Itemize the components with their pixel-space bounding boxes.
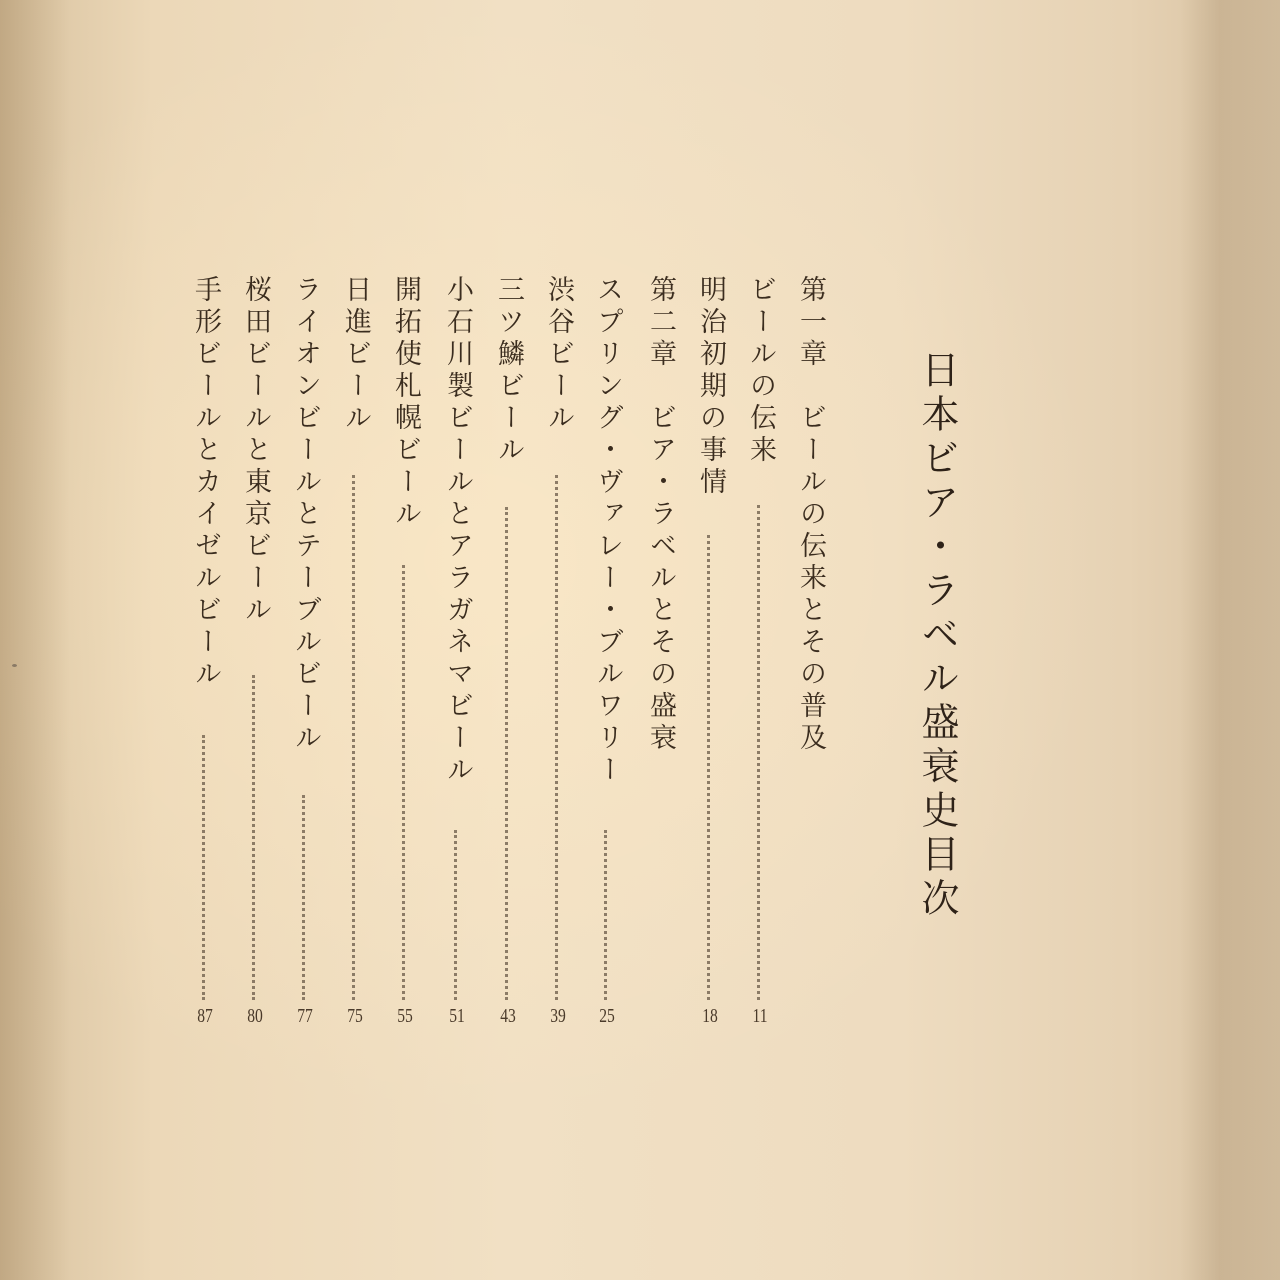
toc-entry bbox=[790, 275, 830, 1035]
entry-page-number: 43 bbox=[500, 1005, 516, 1027]
entry-title: 開拓使札幌ビール bbox=[390, 275, 421, 531]
dot-leader bbox=[202, 735, 205, 1000]
entry-page-number: 55 bbox=[397, 1005, 413, 1027]
entry-title: 第一章 ビールの伝来とその普及 bbox=[795, 275, 826, 755]
toc-entry bbox=[385, 275, 425, 1035]
entry-page-number: 51 bbox=[449, 1005, 465, 1027]
toc-entry bbox=[335, 275, 375, 1035]
entry-page-number: 11 bbox=[752, 1005, 768, 1027]
entry-title: ビールの伝来 bbox=[745, 275, 776, 467]
dot-leader bbox=[454, 830, 457, 1000]
dot-leader bbox=[604, 830, 607, 1000]
entry-title: 明治初期の事情 bbox=[695, 275, 726, 499]
toc-entry bbox=[285, 275, 325, 1035]
dot-leader bbox=[302, 795, 305, 1000]
entry-title: 桜田ビールと東京ビール bbox=[240, 275, 271, 627]
dot-leader bbox=[757, 505, 760, 1000]
toc-entry bbox=[690, 275, 730, 1035]
entry-page-number: 80 bbox=[247, 1005, 263, 1027]
dot-leader bbox=[707, 535, 710, 1000]
toc-entry bbox=[740, 275, 780, 1035]
entry-title: スプリング・ヴァレー・ブルワリー bbox=[592, 275, 623, 787]
entry-page-number: 87 bbox=[197, 1005, 213, 1027]
toc-entry bbox=[235, 275, 275, 1035]
dot-leader bbox=[352, 475, 355, 1000]
toc-entry bbox=[587, 275, 627, 1035]
toc-entry bbox=[185, 275, 225, 1035]
entry-page-number: 75 bbox=[347, 1005, 363, 1027]
toc-heading: 日本ビア・ラベル盛衰史目次 bbox=[915, 350, 959, 922]
toc-entry bbox=[437, 275, 477, 1035]
entry-title: 三ツ鱗ビール bbox=[493, 275, 524, 467]
entry-title: 日進ビール bbox=[340, 275, 371, 435]
toc-entry bbox=[488, 275, 528, 1035]
entry-page-number: 18 bbox=[702, 1005, 718, 1027]
entry-title: 手形ビールとカイゼルビール bbox=[190, 275, 221, 691]
entry-title: 小石川製ビールとアラガネマビール bbox=[442, 275, 473, 787]
entry-page-number: 25 bbox=[599, 1005, 615, 1027]
entry-page-number: 77 bbox=[297, 1005, 313, 1027]
dot-leader bbox=[555, 475, 558, 1000]
dot-leader bbox=[402, 565, 405, 1000]
entry-page-number: 39 bbox=[550, 1005, 566, 1027]
entry-title: 第二章 ビア・ラベルとその盛衰 bbox=[645, 275, 676, 755]
entry-title: ライオンビールとテーブルビール bbox=[290, 275, 321, 755]
dot-leader bbox=[252, 675, 255, 1000]
toc-entry bbox=[640, 275, 680, 1035]
dot-leader bbox=[505, 507, 508, 1000]
toc-entry bbox=[538, 275, 578, 1035]
entry-title: 渋谷ビール bbox=[543, 275, 574, 435]
